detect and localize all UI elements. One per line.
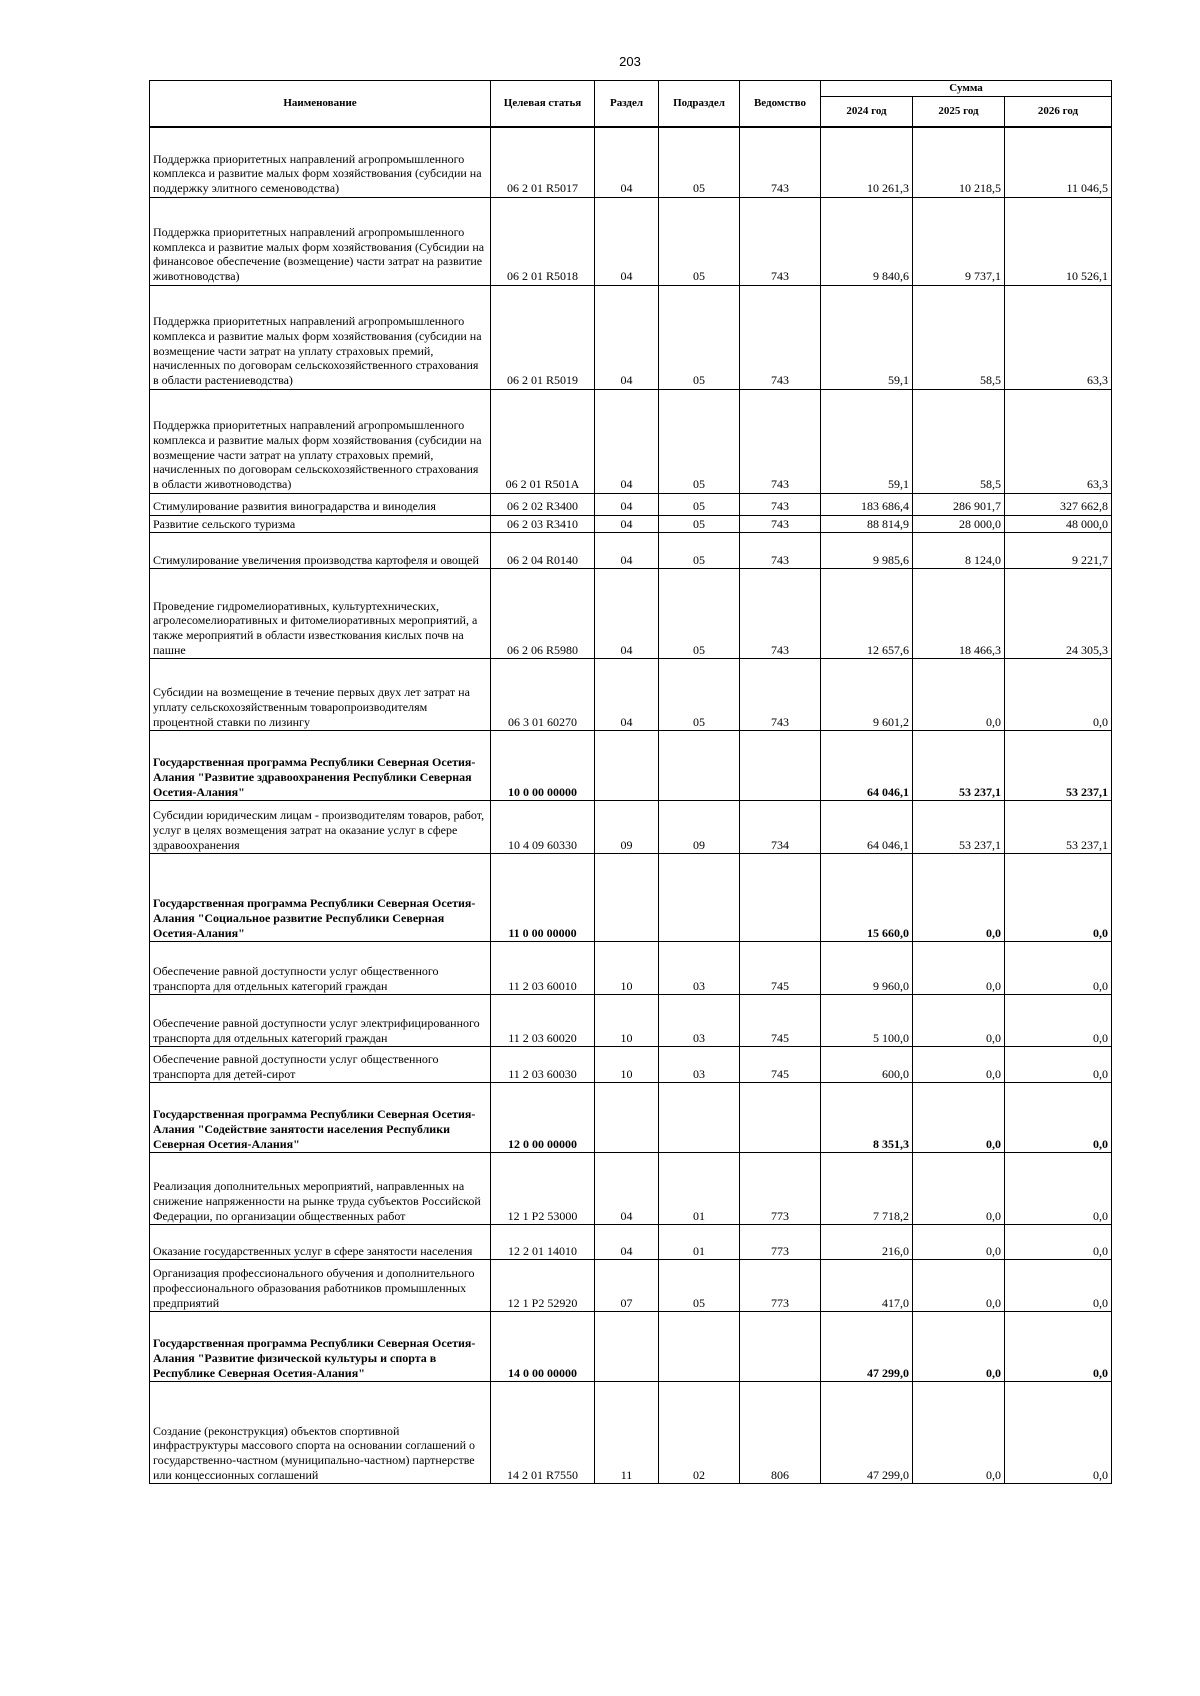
cell-name: Обеспечение равной доступности услуг общественного транспорта для отдельных категорий граждан <box>150 942 491 995</box>
cell-section <box>595 1312 659 1382</box>
cell-department: 734 <box>740 801 821 854</box>
cell-subsection: 03 <box>659 942 740 995</box>
cell-2026: 0,0 <box>1005 1260 1112 1312</box>
cell-department: 806 <box>740 1382 821 1484</box>
cell-2024: 12 657,6 <box>821 569 913 659</box>
cell-target: 11 2 03 60020 <box>491 995 595 1047</box>
cell-target: 06 2 01 R501A <box>491 389 595 493</box>
cell-department: 743 <box>740 389 821 493</box>
cell-2024: 59,1 <box>821 389 913 493</box>
header-section: Раздел <box>595 81 659 128</box>
cell-name: Государственная программа Республики Северная Осетия-Алания "Развитие физической культуры и спорта в Республике Северная Осетия-Алания" <box>150 1312 491 1382</box>
cell-2025: 0,0 <box>913 995 1005 1047</box>
cell-section: 04 <box>595 127 659 197</box>
cell-target: 12 2 01 14010 <box>491 1225 595 1260</box>
cell-2024: 600,0 <box>821 1047 913 1083</box>
table-row <box>150 533 1112 569</box>
cell-2024: 417,0 <box>821 1260 913 1312</box>
cell-target: 11 0 00 00000 <box>491 854 595 942</box>
cell-target: 06 2 01 R5018 <box>491 197 595 285</box>
cell-subsection <box>659 1312 740 1382</box>
cell-target: 06 2 01 R5017 <box>491 127 595 197</box>
program-row <box>150 1312 1112 1382</box>
cell-2025: 10 218,5 <box>913 127 1005 197</box>
header-department: Ведомство <box>740 81 821 128</box>
table-row <box>150 801 1112 854</box>
cell-section: 04 <box>595 1225 659 1260</box>
cell-name: Государственная программа Республики Северная Осетия-Алания "Социальное развитие Республики Северная Осетия-Алания" <box>150 854 491 942</box>
cell-section: 09 <box>595 801 659 854</box>
cell-2024: 15 660,0 <box>821 854 913 942</box>
table-row <box>150 659 1112 731</box>
cell-2026: 0,0 <box>1005 854 1112 942</box>
header-subsection: Подраздел <box>659 81 740 128</box>
cell-2024: 9 985,6 <box>821 533 913 569</box>
cell-2024: 64 046,1 <box>821 801 913 854</box>
cell-subsection: 03 <box>659 1047 740 1083</box>
cell-target: 06 2 06 R5980 <box>491 569 595 659</box>
cell-department: 745 <box>740 942 821 995</box>
table-row <box>150 1047 1112 1083</box>
cell-target: 14 2 01 R7550 <box>491 1382 595 1484</box>
cell-2025: 0,0 <box>913 1153 1005 1225</box>
cell-subsection: 03 <box>659 995 740 1047</box>
cell-subsection: 01 <box>659 1225 740 1260</box>
table-row <box>150 127 1112 197</box>
page-number: 203 <box>619 54 641 69</box>
cell-section: 04 <box>595 515 659 533</box>
cell-department: 743 <box>740 493 821 515</box>
cell-target: 11 2 03 60010 <box>491 942 595 995</box>
cell-subsection <box>659 731 740 801</box>
cell-target: 14 0 00 00000 <box>491 1312 595 1382</box>
cell-2025: 28 000,0 <box>913 515 1005 533</box>
cell-2024: 9 960,0 <box>821 942 913 995</box>
cell-section: 10 <box>595 995 659 1047</box>
cell-name: Реализация дополнительных мероприятий, направленных на снижение напряженности на рынке труда субъектов Российской Федерации, по организации общественных работ <box>150 1153 491 1225</box>
cell-2024: 183 686,4 <box>821 493 913 515</box>
cell-section: 04 <box>595 569 659 659</box>
cell-2026: 0,0 <box>1005 1047 1112 1083</box>
cell-section: 04 <box>595 285 659 389</box>
cell-subsection: 01 <box>659 1153 740 1225</box>
cell-section: 10 <box>595 942 659 995</box>
cell-name: Государственная программа Республики Северная Осетия-Алания "Развитие здравоохранения Республики Северная Осетия-Алания" <box>150 731 491 801</box>
cell-target: 06 3 01 60270 <box>491 659 595 731</box>
cell-department: 745 <box>740 995 821 1047</box>
cell-subsection: 05 <box>659 533 740 569</box>
cell-department <box>740 1083 821 1153</box>
cell-name: Обеспечение равной доступности услуг электрифицированного транспорта для отдельных категорий граждан <box>150 995 491 1047</box>
cell-subsection: 02 <box>659 1382 740 1484</box>
cell-2026: 0,0 <box>1005 995 1112 1047</box>
cell-2025: 58,5 <box>913 389 1005 493</box>
table-row <box>150 285 1112 389</box>
cell-department: 745 <box>740 1047 821 1083</box>
cell-2024: 59,1 <box>821 285 913 389</box>
header-2025: 2025 год <box>913 97 1005 128</box>
cell-2025: 53 237,1 <box>913 801 1005 854</box>
cell-subsection: 09 <box>659 801 740 854</box>
cell-2024: 9 840,6 <box>821 197 913 285</box>
cell-department: 743 <box>740 285 821 389</box>
cell-department: 743 <box>740 197 821 285</box>
cell-section: 04 <box>595 659 659 731</box>
cell-department <box>740 731 821 801</box>
cell-2025: 0,0 <box>913 1047 1005 1083</box>
cell-2025: 0,0 <box>913 854 1005 942</box>
cell-2025: 9 737,1 <box>913 197 1005 285</box>
cell-department: 773 <box>740 1225 821 1260</box>
cell-2025: 0,0 <box>913 942 1005 995</box>
cell-target: 10 4 09 60330 <box>491 801 595 854</box>
header-name: Наименование <box>150 81 491 128</box>
table-row <box>150 515 1112 533</box>
cell-name: Субсидии на возмещение в течение первых двух лет затрат на уплату сельскохозяйственным товаропроизводителям процентной ставки по лизингу <box>150 659 491 731</box>
header-2024: 2024 год <box>821 97 913 128</box>
cell-section: 04 <box>595 493 659 515</box>
header-sum: Сумма <box>821 81 1112 97</box>
cell-name: Государственная программа Республики Северная Осетия-Алания "Содействие занятости населения Республики Северная Осетия-Алания" <box>150 1083 491 1153</box>
cell-department <box>740 854 821 942</box>
cell-2024: 47 299,0 <box>821 1382 913 1484</box>
program-row <box>150 854 1112 942</box>
table-row <box>150 389 1112 493</box>
cell-2026: 0,0 <box>1005 942 1112 995</box>
cell-2025: 53 237,1 <box>913 731 1005 801</box>
cell-2024: 5 100,0 <box>821 995 913 1047</box>
cell-target: 06 2 04 R0140 <box>491 533 595 569</box>
cell-department: 773 <box>740 1260 821 1312</box>
cell-2026: 0,0 <box>1005 1225 1112 1260</box>
table-header <box>150 81 1112 128</box>
table-row <box>150 942 1112 995</box>
cell-section: 04 <box>595 389 659 493</box>
cell-target: 12 1 P2 52920 <box>491 1260 595 1312</box>
program-row <box>150 731 1112 801</box>
cell-2026: 0,0 <box>1005 1382 1112 1484</box>
cell-subsection: 05 <box>659 659 740 731</box>
cell-2025: 0,0 <box>913 1083 1005 1153</box>
table-row <box>150 1260 1112 1312</box>
header-target: Целевая статья <box>491 81 595 128</box>
cell-name: Субсидии юридическим лицам - производителям товаров, работ, услуг в целях возмещения затрат на оказание услуг в сфере здравоохранения <box>150 801 491 854</box>
cell-section <box>595 1083 659 1153</box>
cell-2024: 88 814,9 <box>821 515 913 533</box>
cell-subsection: 05 <box>659 127 740 197</box>
cell-department: 773 <box>740 1153 821 1225</box>
cell-2024: 64 046,1 <box>821 731 913 801</box>
cell-name: Стимулирование увеличения производства картофеля и овощей <box>150 533 491 569</box>
cell-subsection: 05 <box>659 515 740 533</box>
cell-section <box>595 731 659 801</box>
cell-subsection: 05 <box>659 493 740 515</box>
cell-2024: 9 601,2 <box>821 659 913 731</box>
cell-department: 743 <box>740 127 821 197</box>
cell-name: Поддержка приоритетных направлений агропромышленного комплекса и развитие малых форм хозяйствования (субсидии на возмещение части затрат на уплату страховых премий, начисленных по договорам сельскохозяйственного страхования в области животноводства) <box>150 389 491 493</box>
cell-2024: 7 718,2 <box>821 1153 913 1225</box>
cell-2024: 47 299,0 <box>821 1312 913 1382</box>
cell-2026: 0,0 <box>1005 1083 1112 1153</box>
cell-2025: 58,5 <box>913 285 1005 389</box>
cell-2025: 0,0 <box>913 1382 1005 1484</box>
cell-2026: 48 000,0 <box>1005 515 1112 533</box>
cell-name: Организация профессионального обучения и дополнительного профессионального образования работников промышленных предприятий <box>150 1260 491 1312</box>
cell-target: 11 2 03 60030 <box>491 1047 595 1083</box>
cell-section: 11 <box>595 1382 659 1484</box>
table-row <box>150 1382 1112 1484</box>
cell-name: Развитие сельского туризма <box>150 515 491 533</box>
cell-2026: 0,0 <box>1005 659 1112 731</box>
cell-subsection <box>659 1083 740 1153</box>
header-2026: 2026 год <box>1005 97 1112 128</box>
cell-2025: 8 124,0 <box>913 533 1005 569</box>
cell-section: 04 <box>595 197 659 285</box>
cell-2024: 10 261,3 <box>821 127 913 197</box>
cell-section: 10 <box>595 1047 659 1083</box>
cell-2025: 0,0 <box>913 1312 1005 1382</box>
cell-2026: 24 305,3 <box>1005 569 1112 659</box>
cell-target: 12 0 00 00000 <box>491 1083 595 1153</box>
cell-target: 10 0 00 00000 <box>491 731 595 801</box>
cell-name: Создание (реконструкция) объектов спортивной инфраструктуры массового спорта на основании соглашений о государственно-частном (муниципально-частном) партнерстве или концессионных соглашений <box>150 1382 491 1484</box>
cell-2026: 10 526,1 <box>1005 197 1112 285</box>
cell-2025: 18 466,3 <box>913 569 1005 659</box>
cell-2025: 0,0 <box>913 1225 1005 1260</box>
cell-target: 12 1 P2 53000 <box>491 1153 595 1225</box>
cell-subsection <box>659 854 740 942</box>
cell-section: 07 <box>595 1260 659 1312</box>
cell-subsection: 05 <box>659 389 740 493</box>
cell-2026: 11 046,5 <box>1005 127 1112 197</box>
cell-name: Оказание государственных услуг в сфере занятости населения <box>150 1225 491 1260</box>
cell-2026: 53 237,1 <box>1005 731 1112 801</box>
cell-section <box>595 854 659 942</box>
cell-2026: 327 662,8 <box>1005 493 1112 515</box>
cell-2024: 8 351,3 <box>821 1083 913 1153</box>
table-row <box>150 1225 1112 1260</box>
cell-department: 743 <box>740 533 821 569</box>
table-row <box>150 197 1112 285</box>
table-row <box>150 1153 1112 1225</box>
cell-2025: 0,0 <box>913 1260 1005 1312</box>
cell-section: 04 <box>595 1153 659 1225</box>
cell-target: 06 2 03 R3410 <box>491 515 595 533</box>
cell-name: Поддержка приоритетных направлений агропромышленного комплекса и развитие малых форм хозяйствования (субсидии на возмещение части затрат на уплату страховых премий, начисленных по договорам сельскохозяйственного страхования в области растениеводства) <box>150 285 491 389</box>
cell-2026: 9 221,7 <box>1005 533 1112 569</box>
cell-subsection: 05 <box>659 1260 740 1312</box>
cell-target: 06 2 02 R3400 <box>491 493 595 515</box>
cell-name: Проведение гидромелиоративных, культуртехнических, агролесомелиоративных и фитомелиоративных мероприятий, а также мероприятий в области известкования кислых почв на пашне <box>150 569 491 659</box>
table-row <box>150 569 1112 659</box>
table-row <box>150 493 1112 515</box>
cell-2026: 0,0 <box>1005 1153 1112 1225</box>
table-body <box>150 127 1112 1484</box>
cell-name: Поддержка приоритетных направлений агропромышленного комплекса и развитие малых форм хозяйствования (субсидии на поддержку элитного семеноводства) <box>150 127 491 197</box>
cell-name: Стимулирование развития виноградарства и виноделия <box>150 493 491 515</box>
cell-subsection: 05 <box>659 569 740 659</box>
cell-department: 743 <box>740 515 821 533</box>
cell-subsection: 05 <box>659 285 740 389</box>
cell-2026: 0,0 <box>1005 1312 1112 1382</box>
cell-department: 743 <box>740 569 821 659</box>
cell-name: Обеспечение равной доступности услуг общественного транспорта для детей-сирот <box>150 1047 491 1083</box>
cell-target: 06 2 01 R5019 <box>491 285 595 389</box>
cell-2024: 216,0 <box>821 1225 913 1260</box>
table-row <box>150 995 1112 1047</box>
program-row <box>150 1083 1112 1153</box>
cell-2026: 63,3 <box>1005 285 1112 389</box>
cell-name: Поддержка приоритетных направлений агропромышленного комплекса и развитие малых форм хозяйствования (Субсидии на финансовое обеспечение (возмещение) части затрат на развитие животноводства) <box>150 197 491 285</box>
budget-table <box>149 80 1112 1484</box>
cell-2026: 63,3 <box>1005 389 1112 493</box>
cell-subsection: 05 <box>659 197 740 285</box>
cell-2025: 0,0 <box>913 659 1005 731</box>
cell-2026: 53 237,1 <box>1005 801 1112 854</box>
cell-department <box>740 1312 821 1382</box>
cell-department: 743 <box>740 659 821 731</box>
cell-2025: 286 901,7 <box>913 493 1005 515</box>
cell-section: 04 <box>595 533 659 569</box>
